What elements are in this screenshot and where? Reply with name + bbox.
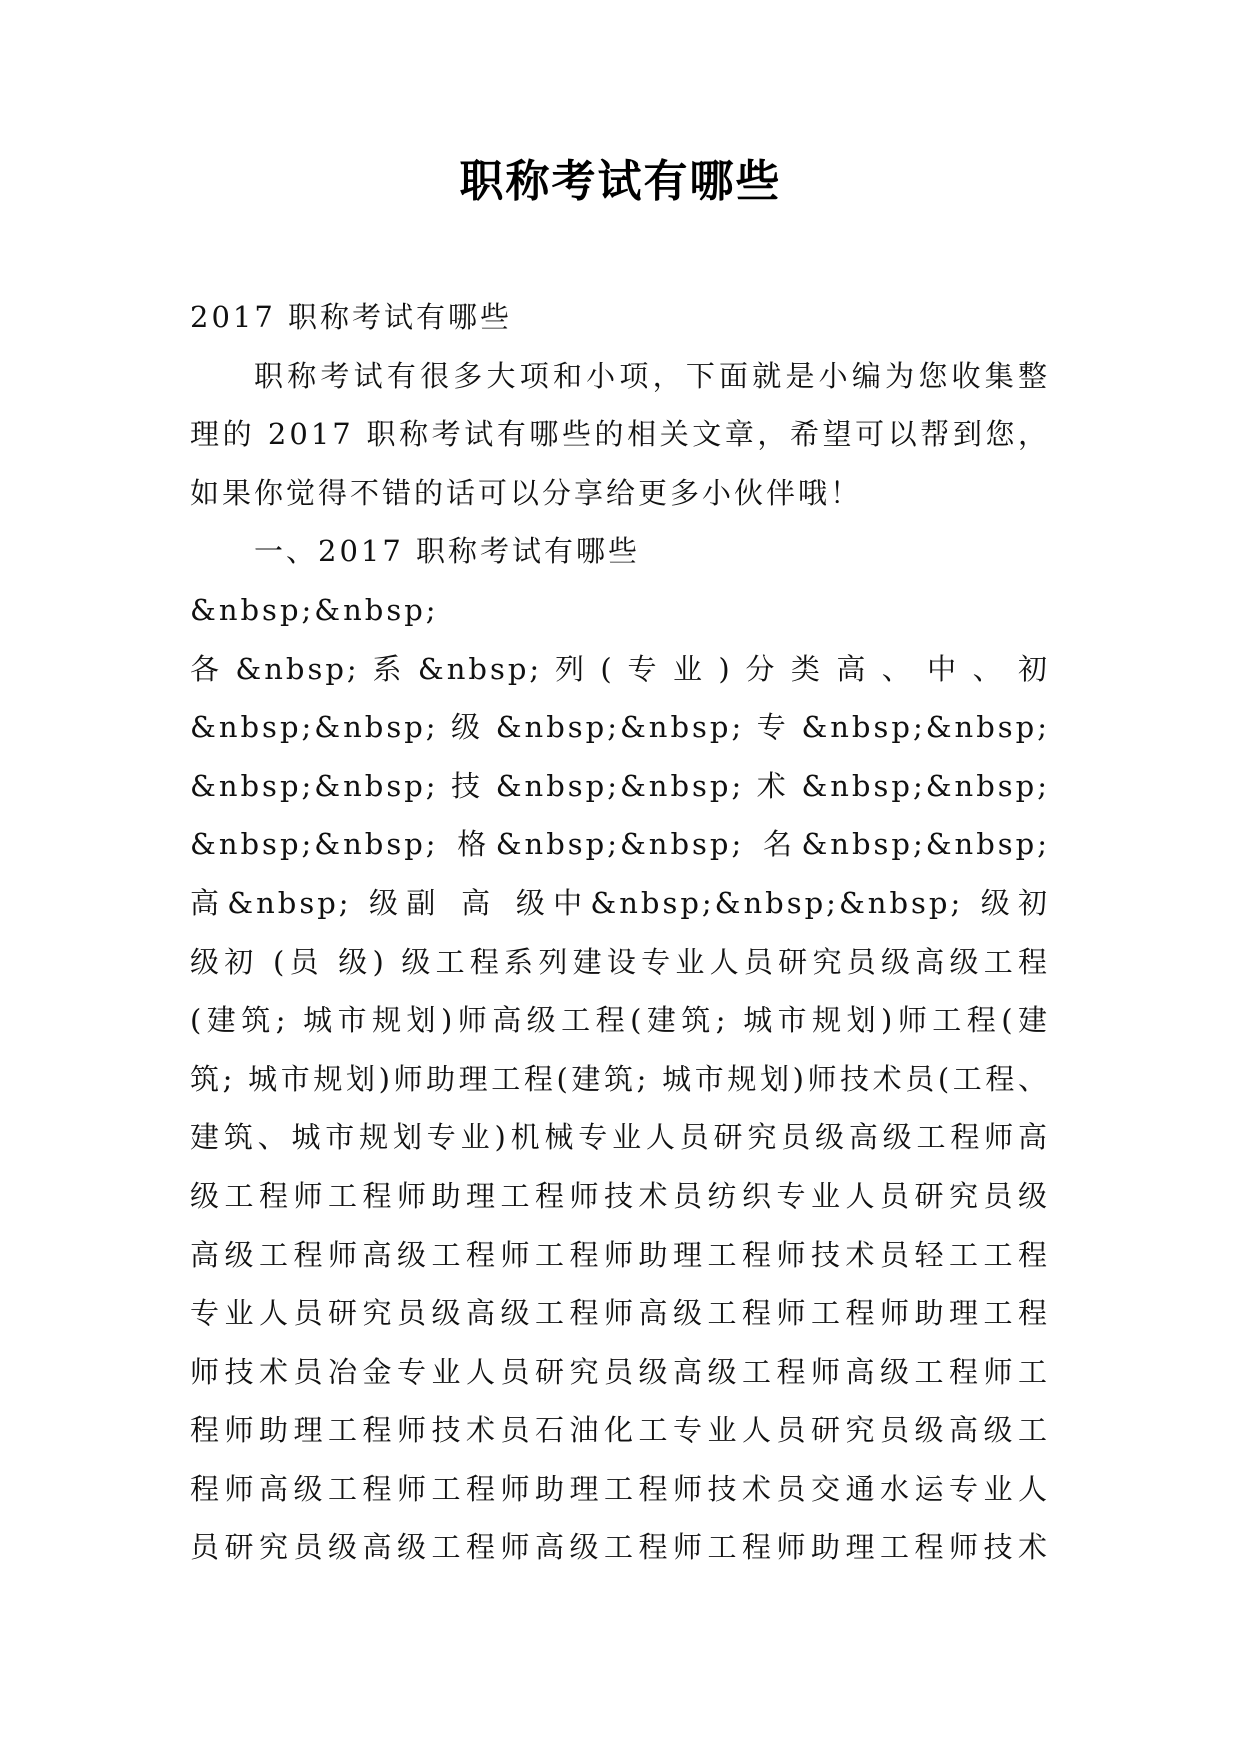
body-line: 程师高级工程师工程师助理工程师技术员交通水运专业人 [190, 1471, 1050, 1506]
body-line: &nbsp;&nbsp; 级 &nbsp;&nbsp; 专 &nbsp;&nbsp; [190, 710, 1050, 745]
intro-line: 理的 2017 职称考试有哪些的相关文章，希望可以帮到您， [190, 417, 1050, 452]
body-line: 高级工程师高级工程师工程师助理工程师技术员轻工工程 [190, 1237, 1050, 1272]
body-line: 员研究员级高级工程师高级工程师工程师助理工程师技术 [190, 1530, 1050, 1565]
body-line: 师技术员冶金专业人员研究员级高级工程师高级工程师工 [190, 1354, 1050, 1389]
intro-line: 职称考试有很多大项和小项，下面就是小编为您收集整 [254, 358, 1050, 393]
body-line: 程师助理工程师技术员石油化工专业人员研究员级高级工 [190, 1413, 1050, 1448]
body-line: &nbsp;&nbsp; 技 &nbsp;&nbsp; 术 &nbsp;&nbsp; [190, 768, 1050, 803]
document-title: 职称考试有哪些 [459, 156, 782, 207]
body-line: 级初 (员 级) 级工程系列建设专业人员研究员级高级工程 [190, 944, 1050, 979]
intro-line: 如果你觉得不错的话可以分享给更多小伙伴哦！ [190, 475, 863, 510]
body-line: (建筑; 城市规划)师高级工程(建筑; 城市规划)师工程(建 [190, 1003, 1050, 1038]
body-line: &nbsp;&nbsp; 格&nbsp;&nbsp; 名&nbsp;&nbsp; [190, 827, 1050, 862]
body-line: 高&nbsp; 级副 高 级中&nbsp;&nbsp;&nbsp; 级初 [190, 885, 1050, 920]
body-line: 各 &nbsp; 系 &nbsp; 列 ( 专 业 ) 分 类 高 、 中 、 初 [190, 651, 1050, 686]
section-heading: 一、2017 职称考试有哪些 [254, 534, 641, 569]
body-line: &nbsp;&nbsp; [190, 592, 439, 627]
body-line: 级工程师工程师助理工程师技术员纺织专业人员研究员级 [190, 1178, 1050, 1213]
body-line: 筑; 城市规划)师助理工程(建筑; 城市规划)师技术员(工程、 [190, 1061, 1050, 1096]
document-body [190, 288, 1050, 1577]
body-line: 专业人员研究员级高级工程师高级工程师工程师助理工程 [190, 1296, 1050, 1331]
body-line: 建筑、城市规划专业)机械专业人员研究员级高级工程师高 [190, 1120, 1050, 1155]
subtitle-line: 2017 职称考试有哪些 [190, 300, 513, 334]
